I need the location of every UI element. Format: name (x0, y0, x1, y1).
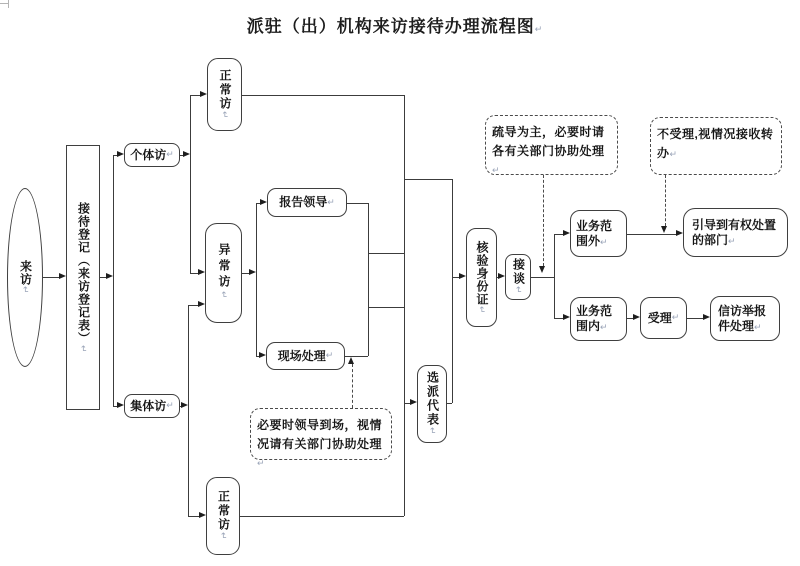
node-label-text: 信访举报件处理 (718, 303, 767, 333)
connector-line (368, 307, 404, 308)
paragraph-mark: ↵ (218, 532, 229, 542)
arrowhead-up (348, 357, 354, 364)
node-normal-visit-bottom (206, 477, 240, 555)
note-persuasion (485, 115, 618, 175)
node-label: 核验身份证 (475, 240, 489, 306)
paragraph-mark: ↵ (477, 305, 488, 315)
node-label-text: 业务范围内 (576, 304, 613, 333)
paragraph-mark: ↵ (754, 321, 762, 332)
arrowhead-down (539, 266, 545, 273)
node-abnormal-visit (205, 223, 242, 323)
arrowhead-right (199, 512, 206, 518)
connector-line (188, 305, 189, 516)
connector-line (347, 203, 368, 204)
arrowhead-right (410, 399, 417, 405)
node-label: 集体访 (130, 398, 167, 413)
arrowhead-right (59, 273, 66, 279)
paragraph-mark: ↵ (220, 110, 231, 121)
paragraph-mark: ↵ (325, 350, 334, 361)
node-label: 现场处理 (277, 348, 326, 363)
node-reception-register (66, 145, 100, 410)
connector-line (368, 253, 404, 254)
node-group-visit (124, 394, 180, 418)
arrowhead-right (181, 402, 188, 408)
connector-line (687, 318, 704, 319)
arrowhead-right (198, 301, 205, 307)
arrowhead-right (117, 151, 124, 157)
node-label (692, 218, 779, 248)
paragraph-mark: ↵ (600, 322, 608, 332)
paragraph-mark: ↵ (600, 236, 608, 247)
arrowhead-right (259, 352, 266, 358)
paragraph-mark: ↵ (728, 235, 736, 246)
page-corner-mark (8, 0, 9, 8)
node-label-text: 业务范围外 (576, 218, 613, 248)
note-no-accept (650, 117, 782, 175)
connector-line (452, 179, 453, 403)
arrowhead-right (198, 269, 205, 275)
node-label (576, 304, 621, 334)
paragraph-mark: ↵ (492, 165, 501, 176)
node-label: 正常访 (218, 68, 232, 111)
arrowhead-right (106, 273, 113, 279)
connector-line (404, 179, 452, 180)
node-label: 选派代表 (425, 371, 440, 428)
arrowhead-right (703, 314, 710, 320)
node-select-representatives (417, 365, 447, 443)
arrowhead-right (633, 314, 640, 320)
arrowhead-right (563, 230, 570, 236)
note-leader-onsite (250, 408, 392, 469)
paragraph-mark: ↵ (166, 400, 174, 411)
node-label: 受理 (647, 310, 672, 325)
dashed-connector-line (352, 364, 353, 408)
arrowhead-right (498, 273, 505, 279)
node-label (576, 219, 621, 249)
node-label: 来访 (18, 260, 33, 287)
node-guide-authorized-dept (683, 208, 788, 257)
dashed-connector-line (665, 175, 666, 226)
arrowhead-down (661, 226, 667, 233)
arrowhead-right (200, 91, 207, 97)
connector-line (452, 277, 459, 278)
node-inside-scope (570, 297, 627, 341)
paragraph-mark: ↵ (671, 312, 680, 323)
connector-line (242, 95, 404, 96)
connector-line (368, 203, 369, 356)
connector-line (531, 277, 554, 278)
paragraph-mark: ↵ (327, 196, 335, 207)
arrowhead-right (183, 151, 190, 157)
node-accept (640, 297, 687, 339)
page-title-text: 派驻（出）机构来访接待办理流程图 (246, 17, 535, 36)
arrowhead-right (117, 402, 124, 408)
node-label: 正常访 (216, 490, 231, 533)
arrowhead-right (459, 273, 466, 279)
node-label: 个体访 (130, 147, 167, 162)
connector-line (43, 277, 59, 278)
node-label: 异常访 (217, 243, 231, 292)
connector-line (113, 155, 114, 406)
paragraph-mark: ↵ (669, 148, 678, 159)
node-label: 接谈 (511, 258, 526, 287)
node-visitor-ellipse (7, 188, 43, 367)
note-text: 疏导为主，必要时请各有关部门协助处理 (492, 125, 605, 158)
connector-line (240, 516, 404, 517)
node-label: 接待登记（来访登记表） (76, 201, 91, 345)
paragraph-mark: ↵ (513, 286, 524, 296)
connector-line (404, 95, 405, 516)
node-onsite-handling (266, 342, 345, 370)
connector-line (190, 95, 191, 273)
node-interview (505, 254, 531, 300)
connector-line (256, 203, 257, 356)
arrowhead-right (249, 269, 256, 275)
paragraph-mark: ↵ (166, 149, 174, 160)
node-report-leader (267, 188, 347, 217)
connector-line (627, 234, 676, 235)
arrowhead-right (260, 199, 267, 205)
paragraph-mark: ↵ (219, 291, 230, 303)
arrowhead-right (676, 230, 683, 236)
node-label (718, 304, 772, 334)
node-normal-visit-top (207, 58, 242, 131)
note-text: 不受理,视情况接收转办 (657, 127, 774, 160)
arrowhead-right (563, 314, 570, 320)
node-label: 报告领导 (279, 195, 328, 209)
paragraph-mark: ↵ (534, 24, 544, 34)
dashed-connector-line (543, 175, 544, 266)
paragraph-mark: ↵ (427, 427, 438, 437)
paragraph-mark: ↵ (257, 458, 266, 469)
node-outside-scope (570, 210, 627, 257)
connector-line (447, 403, 452, 404)
node-label-text: 引导到有权处置的部门 (692, 217, 777, 247)
note-text: 必要时领导到场，视情况请有关部门协助处理 (257, 418, 383, 451)
node-verify-id (466, 228, 497, 327)
paragraph-mark: ↵ (78, 344, 89, 354)
connector-line (554, 234, 555, 318)
paragraph-mark: ↵ (20, 286, 31, 295)
node-petition-handling (710, 296, 780, 341)
node-individual-visit (124, 143, 180, 167)
page-title (0, 12, 790, 37)
